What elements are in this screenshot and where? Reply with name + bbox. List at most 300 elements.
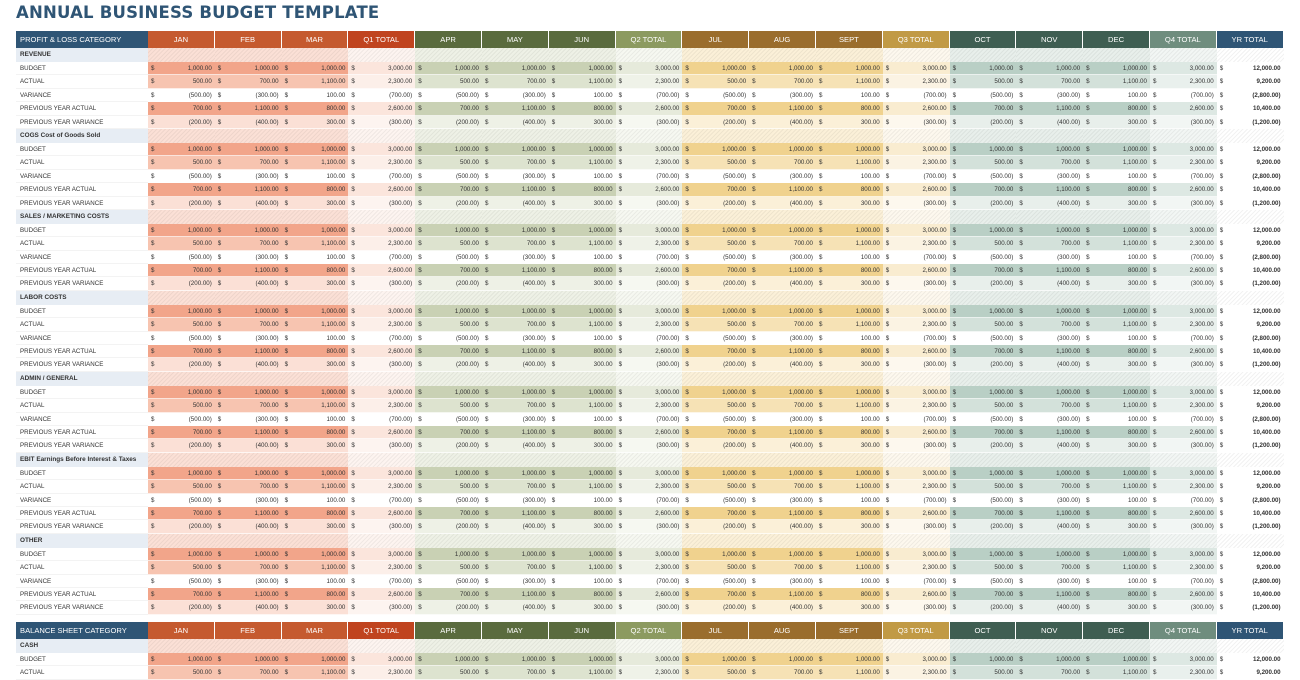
value-cell-feb[interactable] bbox=[215, 102, 282, 115]
value-cell-feb[interactable] bbox=[215, 588, 282, 601]
value-cell-jan[interactable] bbox=[148, 345, 215, 358]
value-cell-yr[interactable] bbox=[1217, 251, 1284, 264]
value-cell-feb[interactable] bbox=[215, 305, 282, 318]
value-cell-jun[interactable] bbox=[549, 399, 616, 412]
value-cell-mar[interactable] bbox=[282, 277, 349, 290]
value-cell-jan[interactable] bbox=[148, 520, 215, 533]
value-cell-oct[interactable] bbox=[950, 277, 1017, 290]
value-cell-sep[interactable] bbox=[816, 102, 883, 115]
value-cell-yr[interactable] bbox=[1217, 575, 1284, 588]
value-cell-jan[interactable] bbox=[148, 601, 215, 614]
value-cell-mar[interactable] bbox=[282, 494, 349, 507]
value-cell-jan[interactable] bbox=[148, 507, 215, 520]
value-cell-apr[interactable] bbox=[415, 467, 482, 480]
value-cell-oct[interactable] bbox=[950, 75, 1017, 88]
value-cell-q4[interactable] bbox=[1150, 197, 1217, 210]
value-cell-q4[interactable] bbox=[1150, 507, 1217, 520]
value-cell-aug[interactable] bbox=[749, 251, 816, 264]
value-cell-q1[interactable] bbox=[348, 237, 415, 250]
value-cell-nov[interactable] bbox=[1016, 480, 1083, 493]
value-cell-q4[interactable] bbox=[1150, 143, 1217, 156]
value-cell-mar[interactable] bbox=[282, 426, 349, 439]
value-cell-aug[interactable] bbox=[749, 494, 816, 507]
value-cell-q3[interactable] bbox=[883, 520, 950, 533]
value-cell-may[interactable] bbox=[482, 575, 549, 588]
value-cell-may[interactable] bbox=[482, 548, 549, 561]
value-cell-jun[interactable] bbox=[549, 251, 616, 264]
value-cell-feb[interactable] bbox=[215, 480, 282, 493]
value-cell-oct[interactable] bbox=[950, 318, 1017, 331]
value-cell-jul[interactable] bbox=[682, 305, 749, 318]
value-cell-dec[interactable] bbox=[1083, 666, 1150, 679]
value-cell-may[interactable] bbox=[482, 143, 549, 156]
value-cell-sep[interactable] bbox=[816, 399, 883, 412]
value-cell-mar[interactable] bbox=[282, 520, 349, 533]
value-cell-aug[interactable] bbox=[749, 507, 816, 520]
value-cell-q3[interactable] bbox=[883, 305, 950, 318]
value-cell-nov[interactable] bbox=[1016, 426, 1083, 439]
value-cell-jul[interactable] bbox=[682, 653, 749, 666]
value-cell-q3[interactable] bbox=[883, 156, 950, 169]
value-cell-q1[interactable] bbox=[348, 197, 415, 210]
value-cell-dec[interactable] bbox=[1083, 237, 1150, 250]
value-cell-jan[interactable] bbox=[148, 102, 215, 115]
value-cell-jun[interactable] bbox=[549, 89, 616, 102]
column-header-jul[interactable]: JUL bbox=[682, 622, 749, 639]
value-cell-nov[interactable] bbox=[1016, 666, 1083, 679]
value-cell-feb[interactable] bbox=[215, 62, 282, 75]
value-cell-dec[interactable] bbox=[1083, 264, 1150, 277]
value-cell-sep[interactable] bbox=[816, 601, 883, 614]
value-cell-mar[interactable] bbox=[282, 170, 349, 183]
value-cell-jun[interactable] bbox=[549, 561, 616, 574]
value-cell-q3[interactable] bbox=[883, 264, 950, 277]
value-cell-yr[interactable] bbox=[1217, 102, 1284, 115]
value-cell-q2[interactable] bbox=[616, 601, 683, 614]
value-cell-q1[interactable] bbox=[348, 399, 415, 412]
value-cell-aug[interactable] bbox=[749, 548, 816, 561]
value-cell-aug[interactable] bbox=[749, 413, 816, 426]
value-cell-yr[interactable] bbox=[1217, 156, 1284, 169]
value-cell-oct[interactable] bbox=[950, 439, 1017, 452]
value-cell-nov[interactable] bbox=[1016, 183, 1083, 196]
value-cell-may[interactable] bbox=[482, 102, 549, 115]
value-cell-aug[interactable] bbox=[749, 277, 816, 290]
column-header-apr[interactable]: APR bbox=[415, 31, 482, 48]
value-cell-dec[interactable] bbox=[1083, 277, 1150, 290]
value-cell-feb[interactable] bbox=[215, 666, 282, 679]
value-cell-dec[interactable] bbox=[1083, 467, 1150, 480]
value-cell-aug[interactable] bbox=[749, 588, 816, 601]
value-cell-apr[interactable] bbox=[415, 224, 482, 237]
value-cell-may[interactable] bbox=[482, 224, 549, 237]
value-cell-q2[interactable] bbox=[616, 480, 683, 493]
value-cell-mar[interactable] bbox=[282, 143, 349, 156]
value-cell-sep[interactable] bbox=[816, 426, 883, 439]
value-cell-q2[interactable] bbox=[616, 102, 683, 115]
column-header-q2[interactable]: Q2 TOTAL bbox=[616, 31, 683, 48]
value-cell-may[interactable] bbox=[482, 156, 549, 169]
value-cell-q1[interactable] bbox=[348, 507, 415, 520]
value-cell-jun[interactable] bbox=[549, 439, 616, 452]
value-cell-q3[interactable] bbox=[883, 480, 950, 493]
column-header-mar[interactable]: MAR bbox=[282, 31, 349, 48]
value-cell-mar[interactable] bbox=[282, 386, 349, 399]
value-cell-apr[interactable] bbox=[415, 318, 482, 331]
value-cell-q2[interactable] bbox=[616, 358, 683, 371]
value-cell-feb[interactable] bbox=[215, 467, 282, 480]
value-cell-mar[interactable] bbox=[282, 358, 349, 371]
value-cell-jul[interactable] bbox=[682, 561, 749, 574]
value-cell-q2[interactable] bbox=[616, 62, 683, 75]
value-cell-sep[interactable] bbox=[816, 277, 883, 290]
value-cell-may[interactable] bbox=[482, 237, 549, 250]
column-header-oct[interactable]: OCT bbox=[950, 31, 1017, 48]
value-cell-q2[interactable] bbox=[616, 332, 683, 345]
value-cell-q4[interactable] bbox=[1150, 156, 1217, 169]
value-cell-apr[interactable] bbox=[415, 494, 482, 507]
value-cell-may[interactable] bbox=[482, 480, 549, 493]
value-cell-may[interactable] bbox=[482, 666, 549, 679]
value-cell-dec[interactable] bbox=[1083, 386, 1150, 399]
value-cell-jan[interactable] bbox=[148, 575, 215, 588]
value-cell-oct[interactable] bbox=[950, 332, 1017, 345]
value-cell-oct[interactable] bbox=[950, 561, 1017, 574]
value-cell-sep[interactable] bbox=[816, 494, 883, 507]
value-cell-q1[interactable] bbox=[348, 520, 415, 533]
value-cell-jun[interactable] bbox=[549, 520, 616, 533]
value-cell-yr[interactable] bbox=[1217, 305, 1284, 318]
value-cell-oct[interactable] bbox=[950, 520, 1017, 533]
value-cell-q3[interactable] bbox=[883, 439, 950, 452]
value-cell-jul[interactable] bbox=[682, 183, 749, 196]
value-cell-yr[interactable] bbox=[1217, 467, 1284, 480]
value-cell-jul[interactable] bbox=[682, 426, 749, 439]
value-cell-feb[interactable] bbox=[215, 318, 282, 331]
value-cell-mar[interactable] bbox=[282, 75, 349, 88]
value-cell-may[interactable] bbox=[482, 264, 549, 277]
value-cell-aug[interactable] bbox=[749, 520, 816, 533]
column-header-may[interactable]: MAY bbox=[482, 31, 549, 48]
value-cell-aug[interactable] bbox=[749, 575, 816, 588]
value-cell-q3[interactable] bbox=[883, 183, 950, 196]
value-cell-apr[interactable] bbox=[415, 426, 482, 439]
value-cell-q3[interactable] bbox=[883, 588, 950, 601]
value-cell-may[interactable] bbox=[482, 467, 549, 480]
value-cell-aug[interactable] bbox=[749, 264, 816, 277]
value-cell-nov[interactable] bbox=[1016, 588, 1083, 601]
value-cell-jun[interactable] bbox=[549, 548, 616, 561]
column-header-nov[interactable]: NOV bbox=[1016, 31, 1083, 48]
value-cell-dec[interactable] bbox=[1083, 156, 1150, 169]
value-cell-q1[interactable] bbox=[348, 318, 415, 331]
value-cell-oct[interactable] bbox=[950, 548, 1017, 561]
column-header-dec[interactable]: DEC bbox=[1083, 31, 1150, 48]
value-cell-may[interactable] bbox=[482, 277, 549, 290]
value-cell-sep[interactable] bbox=[816, 575, 883, 588]
value-cell-q1[interactable] bbox=[348, 358, 415, 371]
value-cell-jul[interactable] bbox=[682, 116, 749, 129]
value-cell-q3[interactable] bbox=[883, 494, 950, 507]
column-header-q1[interactable]: Q1 TOTAL bbox=[348, 622, 415, 639]
value-cell-q3[interactable] bbox=[883, 62, 950, 75]
value-cell-q4[interactable] bbox=[1150, 332, 1217, 345]
value-cell-dec[interactable] bbox=[1083, 561, 1150, 574]
value-cell-mar[interactable] bbox=[282, 183, 349, 196]
value-cell-nov[interactable] bbox=[1016, 170, 1083, 183]
value-cell-nov[interactable] bbox=[1016, 318, 1083, 331]
value-cell-nov[interactable] bbox=[1016, 386, 1083, 399]
value-cell-feb[interactable] bbox=[215, 116, 282, 129]
value-cell-q2[interactable] bbox=[616, 439, 683, 452]
value-cell-jul[interactable] bbox=[682, 143, 749, 156]
value-cell-jan[interactable] bbox=[148, 183, 215, 196]
value-cell-jul[interactable] bbox=[682, 439, 749, 452]
value-cell-oct[interactable] bbox=[950, 170, 1017, 183]
value-cell-feb[interactable] bbox=[215, 358, 282, 371]
value-cell-jan[interactable] bbox=[148, 251, 215, 264]
value-cell-apr[interactable] bbox=[415, 399, 482, 412]
value-cell-q2[interactable] bbox=[616, 561, 683, 574]
value-cell-dec[interactable] bbox=[1083, 102, 1150, 115]
value-cell-may[interactable] bbox=[482, 116, 549, 129]
value-cell-jan[interactable] bbox=[148, 386, 215, 399]
value-cell-yr[interactable] bbox=[1217, 89, 1284, 102]
value-cell-jun[interactable] bbox=[549, 224, 616, 237]
value-cell-feb[interactable] bbox=[215, 386, 282, 399]
value-cell-jul[interactable] bbox=[682, 156, 749, 169]
value-cell-q2[interactable] bbox=[616, 575, 683, 588]
value-cell-q1[interactable] bbox=[348, 277, 415, 290]
value-cell-may[interactable] bbox=[482, 345, 549, 358]
value-cell-yr[interactable] bbox=[1217, 197, 1284, 210]
value-cell-sep[interactable] bbox=[816, 653, 883, 666]
value-cell-oct[interactable] bbox=[950, 480, 1017, 493]
value-cell-aug[interactable] bbox=[749, 345, 816, 358]
value-cell-q1[interactable] bbox=[348, 116, 415, 129]
value-cell-oct[interactable] bbox=[950, 413, 1017, 426]
value-cell-jun[interactable] bbox=[549, 156, 616, 169]
value-cell-jun[interactable] bbox=[549, 507, 616, 520]
value-cell-jun[interactable] bbox=[549, 575, 616, 588]
value-cell-jan[interactable] bbox=[148, 426, 215, 439]
value-cell-oct[interactable] bbox=[950, 102, 1017, 115]
value-cell-sep[interactable] bbox=[816, 156, 883, 169]
value-cell-q2[interactable] bbox=[616, 507, 683, 520]
value-cell-yr[interactable] bbox=[1217, 399, 1284, 412]
value-cell-sep[interactable] bbox=[816, 89, 883, 102]
value-cell-yr[interactable] bbox=[1217, 116, 1284, 129]
value-cell-feb[interactable] bbox=[215, 277, 282, 290]
value-cell-oct[interactable] bbox=[950, 601, 1017, 614]
value-cell-dec[interactable] bbox=[1083, 413, 1150, 426]
value-cell-dec[interactable] bbox=[1083, 89, 1150, 102]
column-header-jul[interactable]: JUL bbox=[682, 31, 749, 48]
value-cell-may[interactable] bbox=[482, 507, 549, 520]
value-cell-mar[interactable] bbox=[282, 318, 349, 331]
value-cell-jan[interactable] bbox=[148, 277, 215, 290]
value-cell-yr[interactable] bbox=[1217, 237, 1284, 250]
value-cell-jun[interactable] bbox=[549, 264, 616, 277]
value-cell-may[interactable] bbox=[482, 305, 549, 318]
value-cell-dec[interactable] bbox=[1083, 197, 1150, 210]
value-cell-sep[interactable] bbox=[816, 62, 883, 75]
value-cell-jun[interactable] bbox=[549, 197, 616, 210]
value-cell-dec[interactable] bbox=[1083, 588, 1150, 601]
column-header-q1[interactable]: Q1 TOTAL bbox=[348, 31, 415, 48]
value-cell-apr[interactable] bbox=[415, 156, 482, 169]
column-header-sep[interactable]: SEPT bbox=[816, 622, 883, 639]
value-cell-nov[interactable] bbox=[1016, 277, 1083, 290]
value-cell-q4[interactable] bbox=[1150, 358, 1217, 371]
value-cell-yr[interactable] bbox=[1217, 277, 1284, 290]
value-cell-aug[interactable] bbox=[749, 318, 816, 331]
value-cell-nov[interactable] bbox=[1016, 507, 1083, 520]
value-cell-apr[interactable] bbox=[415, 601, 482, 614]
value-cell-q3[interactable] bbox=[883, 666, 950, 679]
value-cell-feb[interactable] bbox=[215, 345, 282, 358]
value-cell-q3[interactable] bbox=[883, 251, 950, 264]
value-cell-q3[interactable] bbox=[883, 507, 950, 520]
value-cell-q3[interactable] bbox=[883, 426, 950, 439]
value-cell-aug[interactable] bbox=[749, 183, 816, 196]
value-cell-q1[interactable] bbox=[348, 653, 415, 666]
value-cell-nov[interactable] bbox=[1016, 439, 1083, 452]
value-cell-q1[interactable] bbox=[348, 170, 415, 183]
value-cell-feb[interactable] bbox=[215, 548, 282, 561]
value-cell-aug[interactable] bbox=[749, 439, 816, 452]
value-cell-q1[interactable] bbox=[348, 156, 415, 169]
value-cell-aug[interactable] bbox=[749, 156, 816, 169]
value-cell-jul[interactable] bbox=[682, 264, 749, 277]
value-cell-sep[interactable] bbox=[816, 224, 883, 237]
value-cell-may[interactable] bbox=[482, 439, 549, 452]
value-cell-jan[interactable] bbox=[148, 561, 215, 574]
value-cell-sep[interactable] bbox=[816, 467, 883, 480]
value-cell-jan[interactable] bbox=[148, 318, 215, 331]
value-cell-dec[interactable] bbox=[1083, 575, 1150, 588]
column-header-q2[interactable]: Q2 TOTAL bbox=[616, 622, 683, 639]
value-cell-q4[interactable] bbox=[1150, 116, 1217, 129]
value-cell-mar[interactable] bbox=[282, 62, 349, 75]
value-cell-dec[interactable] bbox=[1083, 224, 1150, 237]
value-cell-feb[interactable] bbox=[215, 264, 282, 277]
value-cell-q3[interactable] bbox=[883, 653, 950, 666]
value-cell-feb[interactable] bbox=[215, 332, 282, 345]
value-cell-aug[interactable] bbox=[749, 332, 816, 345]
value-cell-yr[interactable] bbox=[1217, 439, 1284, 452]
value-cell-nov[interactable] bbox=[1016, 75, 1083, 88]
value-cell-nov[interactable] bbox=[1016, 601, 1083, 614]
value-cell-jul[interactable] bbox=[682, 237, 749, 250]
value-cell-oct[interactable] bbox=[950, 399, 1017, 412]
value-cell-mar[interactable] bbox=[282, 224, 349, 237]
value-cell-sep[interactable] bbox=[816, 439, 883, 452]
value-cell-oct[interactable] bbox=[950, 588, 1017, 601]
value-cell-dec[interactable] bbox=[1083, 480, 1150, 493]
value-cell-q2[interactable] bbox=[616, 264, 683, 277]
value-cell-feb[interactable] bbox=[215, 170, 282, 183]
value-cell-nov[interactable] bbox=[1016, 156, 1083, 169]
value-cell-aug[interactable] bbox=[749, 480, 816, 493]
value-cell-q3[interactable] bbox=[883, 143, 950, 156]
value-cell-jul[interactable] bbox=[682, 197, 749, 210]
value-cell-feb[interactable] bbox=[215, 399, 282, 412]
value-cell-mar[interactable] bbox=[282, 197, 349, 210]
value-cell-jun[interactable] bbox=[549, 305, 616, 318]
value-cell-aug[interactable] bbox=[749, 237, 816, 250]
value-cell-aug[interactable] bbox=[749, 62, 816, 75]
value-cell-q4[interactable] bbox=[1150, 575, 1217, 588]
value-cell-may[interactable] bbox=[482, 183, 549, 196]
value-cell-feb[interactable] bbox=[215, 237, 282, 250]
value-cell-q4[interactable] bbox=[1150, 89, 1217, 102]
value-cell-jul[interactable] bbox=[682, 75, 749, 88]
value-cell-q4[interactable] bbox=[1150, 439, 1217, 452]
value-cell-q3[interactable] bbox=[883, 318, 950, 331]
value-cell-jul[interactable] bbox=[682, 345, 749, 358]
value-cell-jul[interactable] bbox=[682, 89, 749, 102]
value-cell-sep[interactable] bbox=[816, 170, 883, 183]
value-cell-feb[interactable] bbox=[215, 75, 282, 88]
value-cell-jul[interactable] bbox=[682, 601, 749, 614]
value-cell-jan[interactable] bbox=[148, 480, 215, 493]
value-cell-sep[interactable] bbox=[816, 358, 883, 371]
value-cell-apr[interactable] bbox=[415, 345, 482, 358]
value-cell-feb[interactable] bbox=[215, 507, 282, 520]
value-cell-sep[interactable] bbox=[816, 548, 883, 561]
value-cell-nov[interactable] bbox=[1016, 575, 1083, 588]
value-cell-q3[interactable] bbox=[883, 413, 950, 426]
value-cell-nov[interactable] bbox=[1016, 116, 1083, 129]
value-cell-q1[interactable] bbox=[348, 588, 415, 601]
value-cell-q4[interactable] bbox=[1150, 561, 1217, 574]
value-cell-aug[interactable] bbox=[749, 170, 816, 183]
value-cell-q2[interactable] bbox=[616, 413, 683, 426]
value-cell-oct[interactable] bbox=[950, 666, 1017, 679]
value-cell-q1[interactable] bbox=[348, 224, 415, 237]
value-cell-jan[interactable] bbox=[148, 588, 215, 601]
value-cell-q1[interactable] bbox=[348, 494, 415, 507]
column-header-q3[interactable]: Q3 TOTAL bbox=[883, 622, 950, 639]
value-cell-q3[interactable] bbox=[883, 89, 950, 102]
value-cell-may[interactable] bbox=[482, 358, 549, 371]
value-cell-oct[interactable] bbox=[950, 305, 1017, 318]
value-cell-may[interactable] bbox=[482, 75, 549, 88]
value-cell-jun[interactable] bbox=[549, 345, 616, 358]
value-cell-aug[interactable] bbox=[749, 89, 816, 102]
value-cell-oct[interactable] bbox=[950, 507, 1017, 520]
value-cell-mar[interactable] bbox=[282, 305, 349, 318]
value-cell-jan[interactable] bbox=[148, 197, 215, 210]
value-cell-jan[interactable] bbox=[148, 143, 215, 156]
value-cell-q1[interactable] bbox=[348, 102, 415, 115]
value-cell-sep[interactable] bbox=[816, 305, 883, 318]
value-cell-apr[interactable] bbox=[415, 666, 482, 679]
column-header-yr[interactable]: YR TOTAL bbox=[1217, 31, 1284, 48]
value-cell-sep[interactable] bbox=[816, 386, 883, 399]
column-header-q3[interactable]: Q3 TOTAL bbox=[883, 31, 950, 48]
value-cell-dec[interactable] bbox=[1083, 520, 1150, 533]
value-cell-feb[interactable] bbox=[215, 561, 282, 574]
value-cell-jun[interactable] bbox=[549, 102, 616, 115]
column-header-jun[interactable]: JUN bbox=[549, 622, 616, 639]
value-cell-dec[interactable] bbox=[1083, 439, 1150, 452]
value-cell-oct[interactable] bbox=[950, 197, 1017, 210]
value-cell-jun[interactable] bbox=[549, 467, 616, 480]
value-cell-sep[interactable] bbox=[816, 480, 883, 493]
value-cell-yr[interactable] bbox=[1217, 170, 1284, 183]
